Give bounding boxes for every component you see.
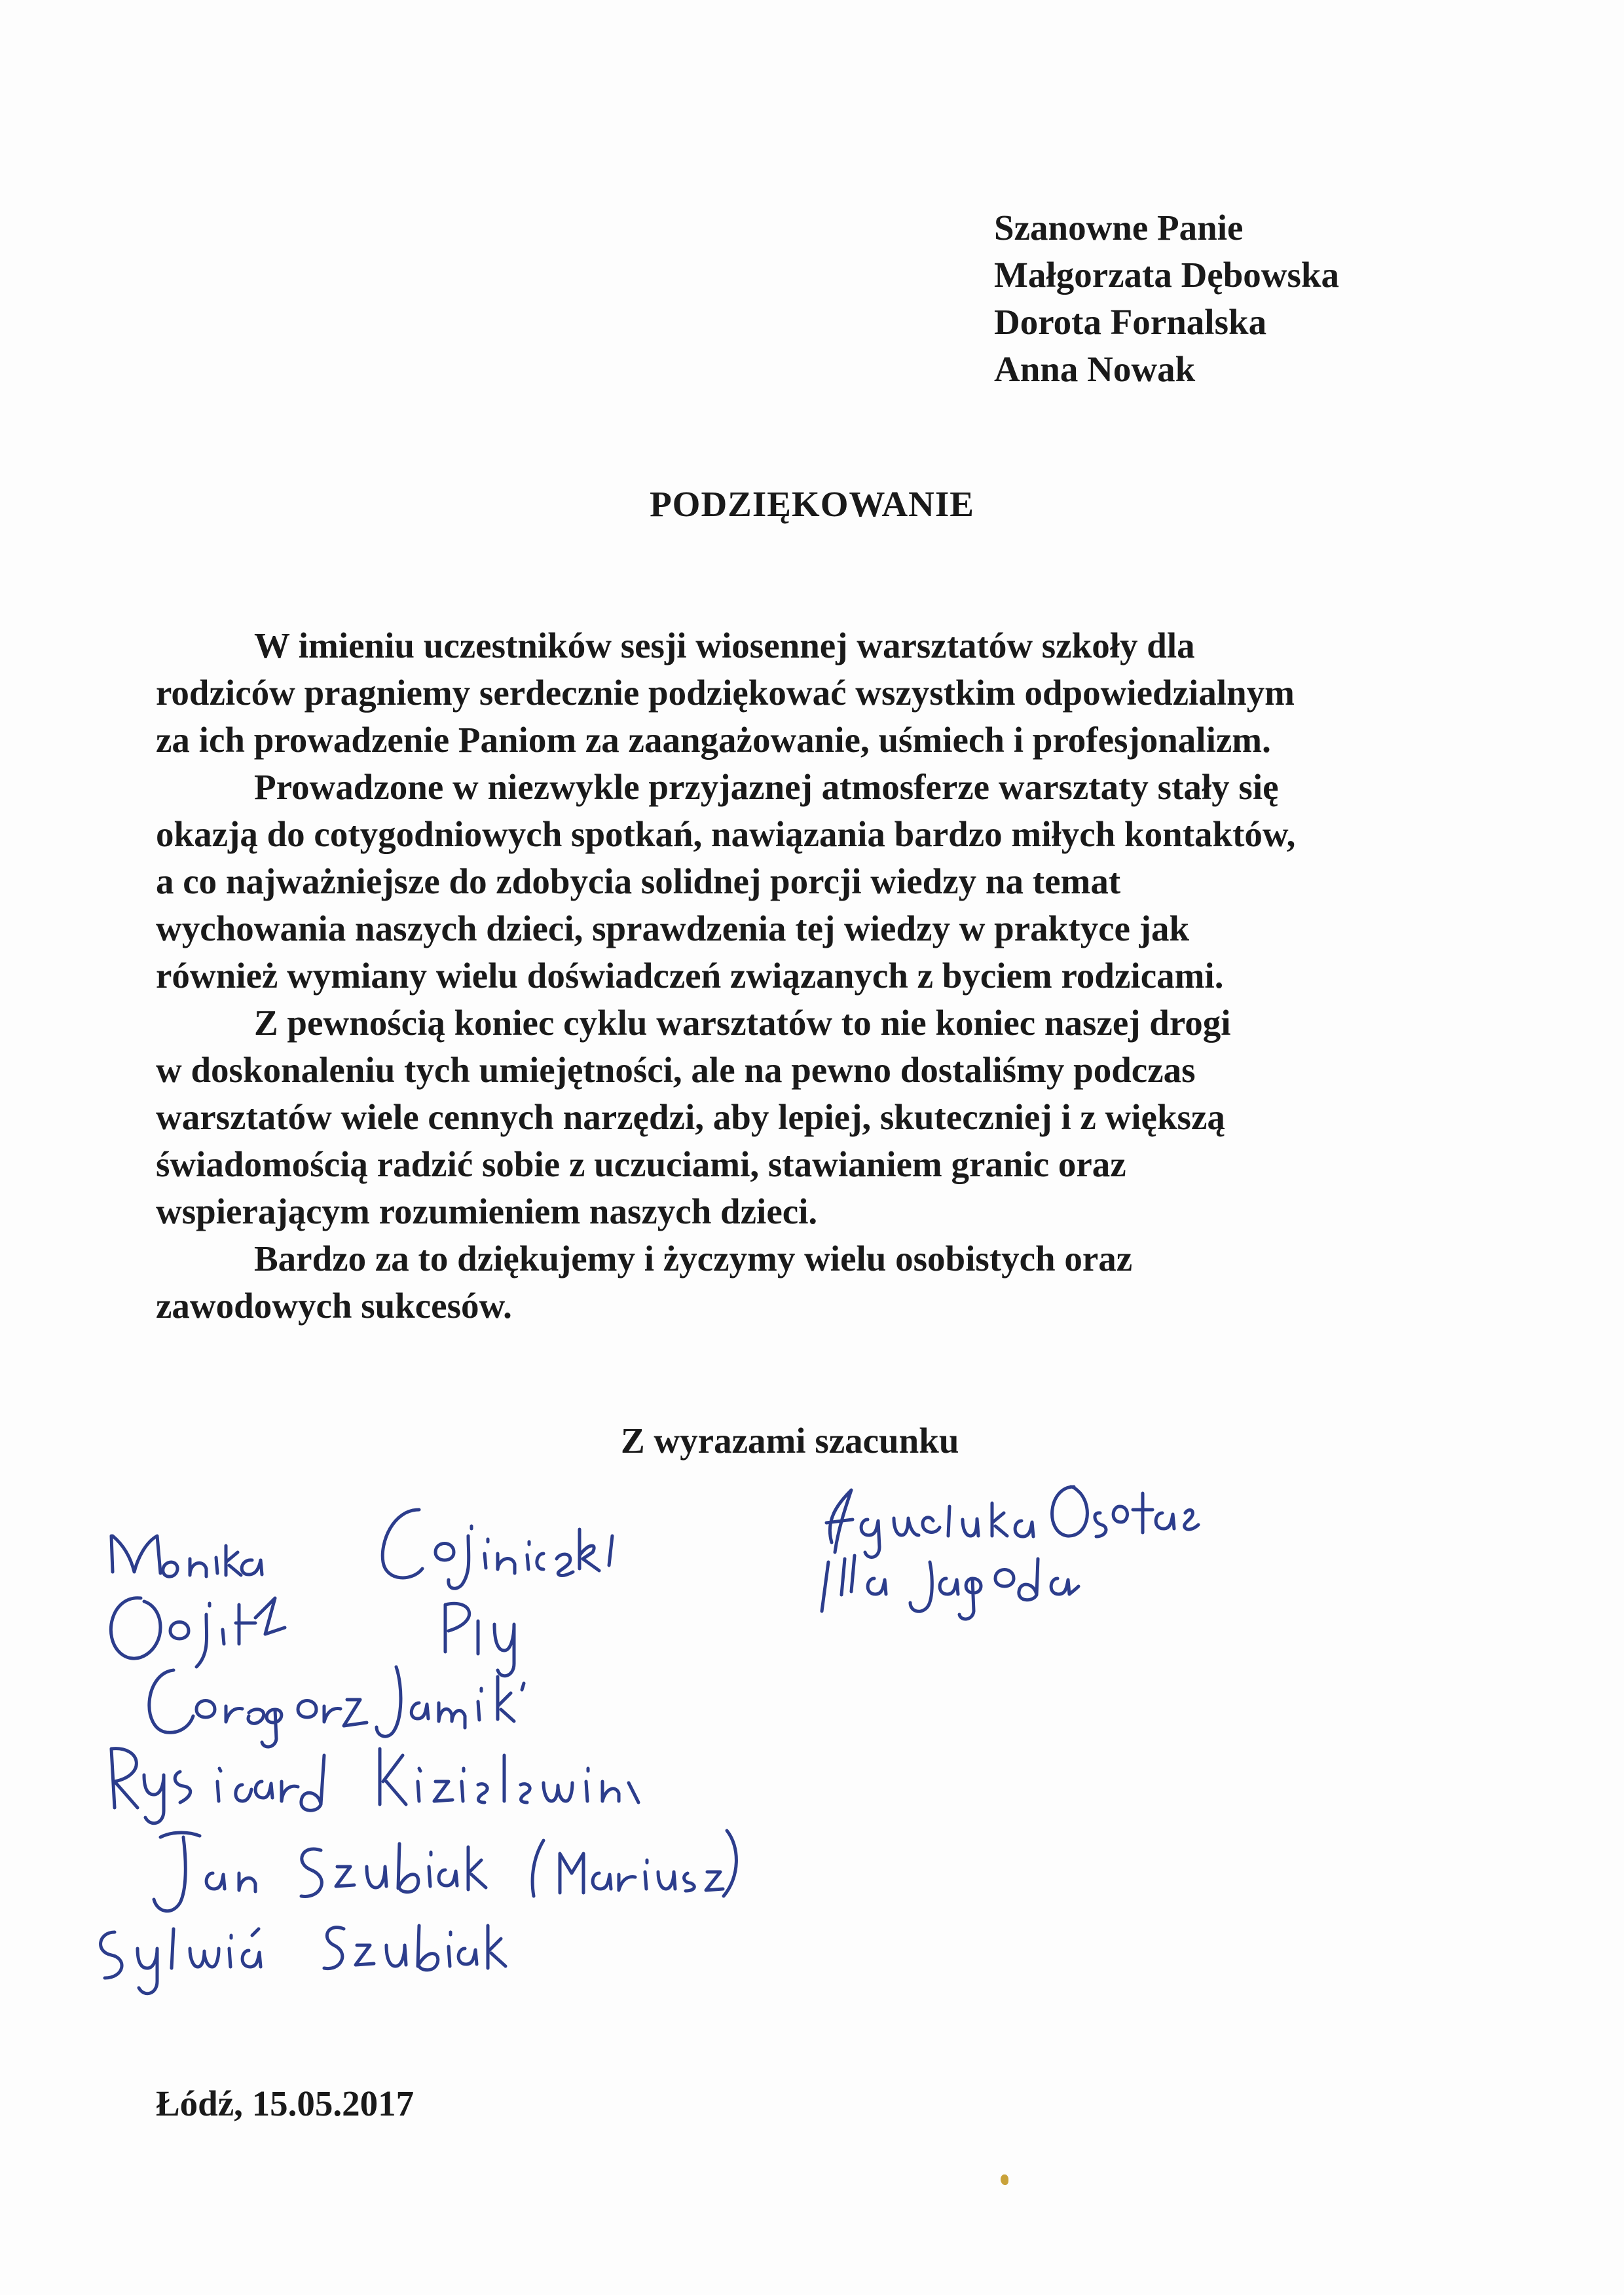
body-line: wspierającym rozumieniem naszych dzieci. bbox=[156, 1191, 818, 1231]
body-line: w doskonaleniu tych umiejętności, ale na pewno dostaliśmy podczas bbox=[156, 1050, 1196, 1090]
closing-phrase: Z wyrazami szacunku bbox=[621, 1421, 959, 1461]
body-line: rodziców pragniemy serdecznie podziękować wszystkim odpowiedzialnym bbox=[156, 673, 1295, 713]
body-line: Prowadzone w niezwykle przyjaznej atmosferze warsztaty stały się bbox=[254, 767, 1279, 807]
addressee-block bbox=[994, 204, 1339, 393]
signature-agnieszka bbox=[826, 1487, 1198, 1558]
body-line: również wymiany wielu doświadczeń związanych z byciem rodzicami. bbox=[156, 956, 1224, 996]
letter-body bbox=[156, 622, 1459, 1330]
addressee-salutation: Szanowne Panie bbox=[994, 208, 1244, 248]
body-line: wychowania naszych dzieci, sprawdzenia tej wiedzy w praktyce jak bbox=[156, 908, 1190, 948]
date-place: Łódź, 15.05.2017 bbox=[156, 2083, 415, 2123]
body-line: warsztatów wiele cennych narzędzi, aby lepiej, skuteczniej i z większą bbox=[156, 1097, 1225, 1137]
body-line: a co najważniejsze do zdobycia solidnej porcji wiedzy na temat bbox=[156, 861, 1121, 901]
signature-grzegorz bbox=[149, 1667, 524, 1747]
signature-sylwia-szubiak bbox=[101, 1926, 506, 1994]
signature-ryszard bbox=[111, 1749, 638, 1823]
paper-speck bbox=[1001, 2174, 1008, 2185]
signature-wojtek bbox=[111, 1598, 514, 1676]
signature-monika bbox=[111, 1510, 612, 1588]
addressee-name: Anna Nowak bbox=[994, 349, 1196, 389]
signature-ula bbox=[822, 1556, 1079, 1619]
addressee-name: Dorota Fornalska bbox=[994, 302, 1267, 342]
letter-title: PODZIĘKOWANIE bbox=[650, 484, 974, 524]
signature-jan-szubiak bbox=[154, 1831, 736, 1911]
body-line: Bardzo za to dziękujemy i życzymy wielu osobistych oraz bbox=[254, 1239, 1133, 1278]
body-line: okazją do cotygodniowych spotkań, nawiązania bardzo miłych kontaktów, bbox=[156, 814, 1296, 854]
body-line: zawodowych sukcesów. bbox=[156, 1286, 512, 1326]
body-line: świadomością radzić sobie z uczuciami, stawianiem granic oraz bbox=[156, 1144, 1126, 1184]
body-line: za ich prowadzenie Paniom za zaangażowanie, uśmiech i profesjonalizm. bbox=[156, 720, 1271, 760]
body-line: W imieniu uczestników sesji wiosennej warsztatów szkoły dla bbox=[254, 625, 1195, 665]
addressee-name: Małgorzata Dębowska bbox=[994, 255, 1340, 295]
body-line: Z pewnością koniec cyklu warsztatów to nie koniec naszej drogi bbox=[254, 1003, 1231, 1043]
